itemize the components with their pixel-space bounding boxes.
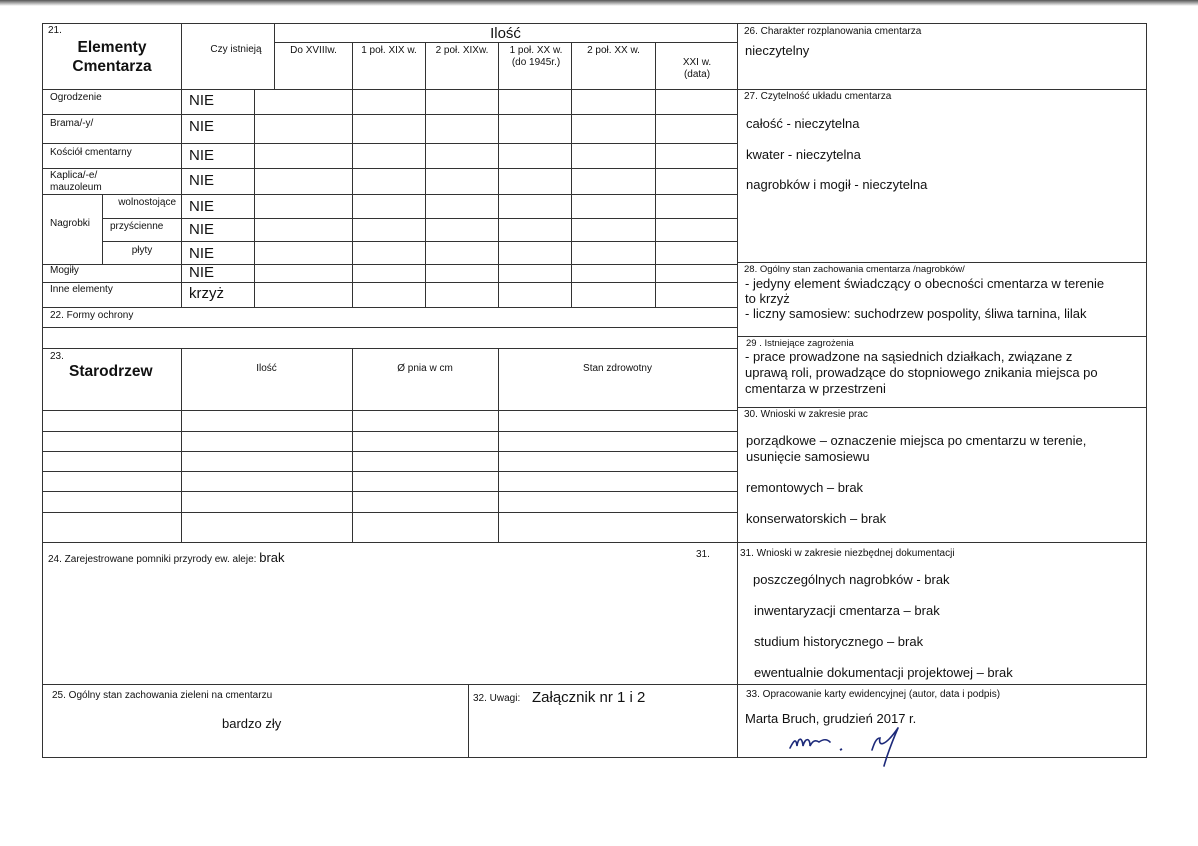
s30-line-3: remontowych – brak [746,480,864,495]
s31-line-2: inwentaryzacji cmentarza – brak [754,603,940,618]
s24-label [48,550,285,566]
s32-value: Załącznik nr 1 i 2 [532,689,646,706]
s25-label: 25. Ogólny stan zachowania zieleni na cmentarzu [52,690,273,701]
s30-line-2: usunięcie samosiewu [746,449,870,464]
s28-line-3: - liczny samosiew: suchodrzew pospolity, śliwa tarnina, lilak [745,306,1087,321]
s21-title-line1: Elementy [77,39,147,56]
s26-label: 26. Charakter rozplanowania cmentarza [744,26,922,37]
s26-value: nieczytelny [745,43,810,58]
col-quantity: Ilość [256,363,277,374]
row-value-brama: NIE [189,118,215,135]
signature-graphic [780,724,920,770]
s29-line-3: cmentarza w przestrzeni [745,381,886,396]
s31-line-1: poszczególnych nagrobków - brak [753,572,950,587]
period-header-0: Do XVIIIw. [290,45,337,56]
period-header-3: 1 poł. XX w. (do 1945r.) [509,45,563,68]
s29-label: 29 . Istniejące zagrożenia [746,338,854,349]
row-value-inne: krzyż [189,285,224,302]
row-label-mogily: Mogiły [50,265,79,276]
s30-line-4: konserwatorskich – brak [746,511,887,526]
s22-label: 22. Formy ochrony [50,310,134,321]
s24-value: brak [259,550,285,565]
scan-top-edge [0,0,1198,6]
period-header-2: 2 poł. XIXw. [435,45,489,56]
row-label-ogrodzenie: Ogrodzenie [50,92,102,103]
s21-title-line2: Cmentarza [72,58,152,75]
row-label-inne: Inne elementy [50,284,113,295]
s30-label: 30. Wnioski w zakresie prac [744,409,868,420]
s28-line-2: to krzyż [745,291,790,306]
nagrobki-label: Nagrobki [50,218,91,229]
s27-label: 27. Czytelność układu cmentarza [744,91,892,102]
row-label-przyscienne: przyścienne [110,221,164,232]
s31-line-4: ewentualnie dokumentacji projektowej – brak [754,665,1013,680]
row-label-kosciol: Kościół cmentarny [50,147,132,158]
s23-number: 23. [50,351,64,362]
period-header-1: 1 poł. XIX w. [361,45,417,56]
s27-line-3: nagrobków i mogił - nieczytelna [746,177,928,192]
row-label-kaplica: Kaplica/-e/ mauzoleum [50,170,102,193]
s33-value: Marta Bruch, grudzień 2017 r. [745,711,917,726]
s29-line-1: - prace prowadzone na sąsiednich działkach, związane z [745,349,1073,364]
row-label-wolnostojace: wolnostojące [118,197,176,208]
period-header-5: XXI w. (data) [682,57,712,80]
row-value-wolnostojace: NIE [189,198,215,215]
row-value-ogrodzenie: NIE [189,92,215,109]
s24-label-text: 24. Zarejestrowane pomniki przyrody ew. aleje: [48,554,257,565]
col-health: Stan zdrowotny [583,363,652,374]
s28-line-1: - jedyny element świadczący o obecności cmentarza w terenie [745,276,1105,291]
s23-title: Starodrzew [69,363,153,380]
s28-label: 28. Ogólny stan zachowania cmentarza /nagrobków/ [744,264,965,275]
s32-label: 32. Uwagi: [473,693,521,704]
row-label-brama: Brama/-y/ [50,118,94,129]
row-value-mogily: NIE [189,264,215,281]
row-value-plyty: NIE [189,245,215,262]
exists-header: Czy istnieją [210,44,262,55]
s33-label: 33. Opracowanie karty ewidencyjnej (autor, data i podpis) [746,689,1001,700]
s21-number: 21. [48,25,62,36]
s27-line-2: kwater - nieczytelna [746,147,861,162]
period-header-4: 2 poł. XX w. [587,45,640,56]
s27-line-1: całość - nieczytelna [746,116,860,131]
s25-value: bardzo zły [222,716,282,731]
row-label-plyty: płyty [131,245,153,256]
row-value-kaplica: NIE [189,172,215,189]
col-diameter: Ø pnia w cm [397,363,453,374]
row-value-kosciol: NIE [189,147,215,164]
s31-marker: 31. [696,549,710,560]
quantity-header: Ilość [490,25,521,42]
s31-label: 31. Wnioski w zakresie niezbędnej dokumentacji [740,548,955,559]
s30-line-1: porządkowe – oznaczenie miejsca po cmentarzu w terenie, [746,433,1087,448]
s31-line-3: studium historycznego – brak [754,634,924,649]
s29-line-2: uprawą roli, prowadzące do stopniowego znikania miejsca po [745,365,1098,380]
row-value-przyscienne: NIE [189,221,215,238]
